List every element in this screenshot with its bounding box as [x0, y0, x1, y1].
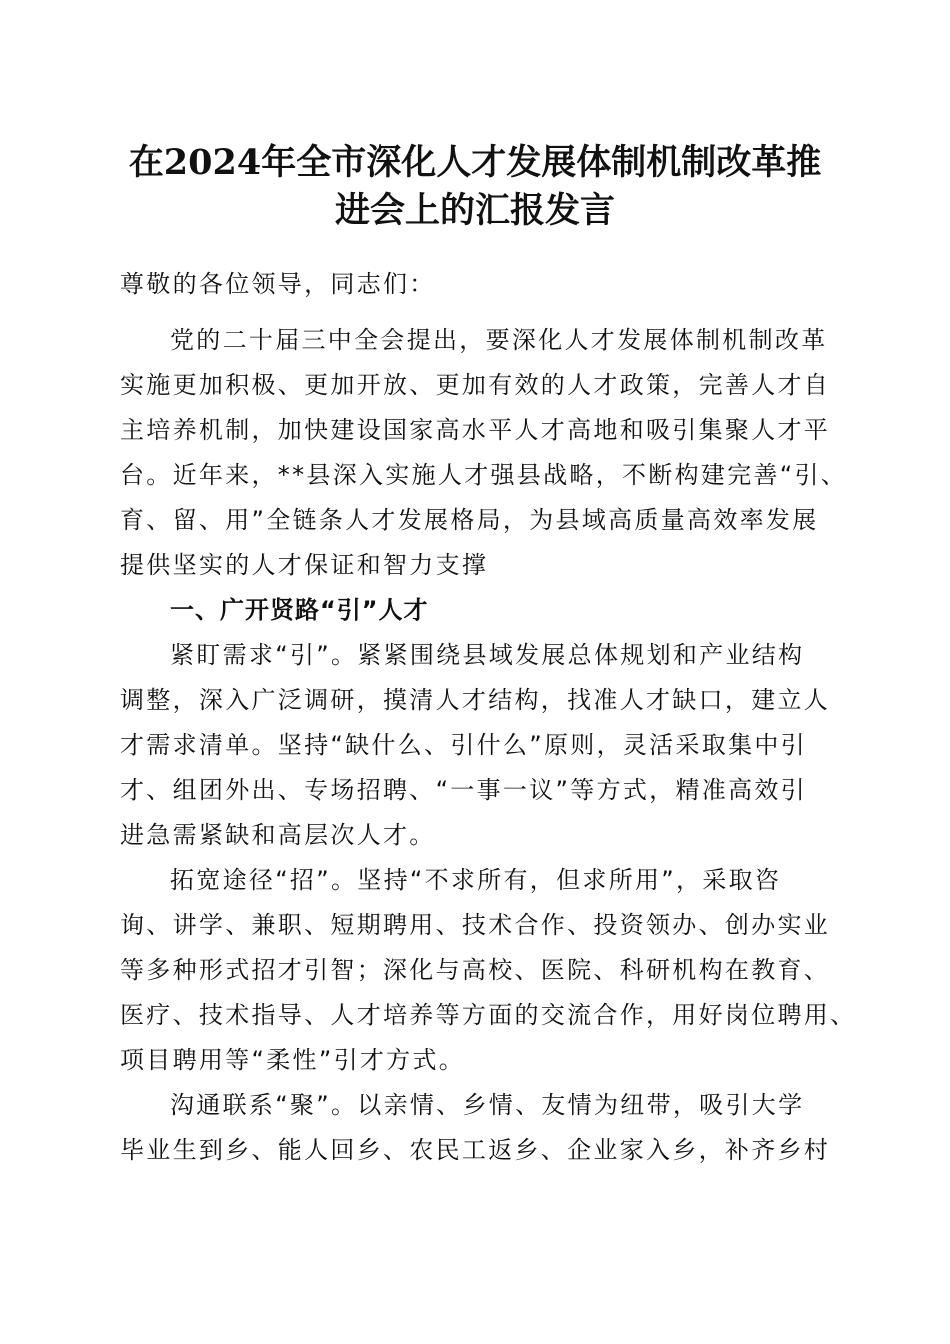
paragraph-line: 沟通联系“聚”。以亲情、乡情、友情为纽带，吸引大学	[170, 1091, 805, 1119]
paragraph-line: 紧盯需求“引”。紧紧围绕县域发展总体规划和产业结构	[170, 641, 805, 669]
paragraph-line: 进急需紧缺和高层次人才。	[120, 821, 436, 849]
paragraph-line: 询、讲学、兼职、短期聘用、技术合作、投资领办、创办实业	[120, 911, 831, 939]
paragraph-line: 毕业生到乡、能人回乡、农民工返乡、企业家入乡，补齐乡村	[120, 1136, 831, 1164]
paragraph-line: 才需求清单。坚持“缺什么、引什么”原则，灵活采取集中引	[120, 731, 807, 759]
paragraph-line: 项目聘用等“柔性”引才方式。	[120, 1046, 466, 1074]
greeting: 尊敬的各位领导，同志们：	[120, 270, 436, 298]
paragraph-line: 拓宽途径“招”。坚持“不求所有，但求所用”，采取咨	[170, 866, 782, 894]
paragraph-line: 实施更加积极、更加开放、更加有效的人才政策，完善人才自	[120, 371, 831, 399]
section-heading: 一、广开贤路“引”人才	[170, 596, 429, 624]
paragraph-line: 医疗、技术指导、人才培养等方面的交流合作，用好岗位聘用、	[120, 1001, 857, 1029]
paragraph-line: 才、组团外出、专场招聘、“一事一议”等方式，精准高效引	[120, 776, 807, 804]
paragraph-line: 台。近年来，**县深入实施人才强县战略，不断构建完善“引、	[120, 461, 848, 489]
paragraph-line: 党的二十届三中全会提出，要深化人才发展体制机制改革	[170, 326, 828, 354]
paragraph-line: 主培养机制，加快建设国家高水平人才高地和吸引集聚人才平	[120, 416, 831, 444]
paragraph-line: 提供坚实的人才保证和智力支撑	[120, 551, 489, 579]
paragraph-line: 等多种形式招才引智；深化与高校、医院、科研机构在教育、	[120, 956, 831, 984]
document-title-line-1: 在2024年全市深化人才发展体制机制改革推	[128, 142, 822, 183]
document-title-line-2: 进会上的汇报发言	[334, 190, 615, 231]
paragraph-line: 调整，深入广泛调研，摸清人才结构，找准人才缺口，建立人	[120, 686, 831, 714]
paragraph-line: 育、留、用”全链条人才发展格局，为县域高质量高效率发展	[120, 506, 819, 534]
